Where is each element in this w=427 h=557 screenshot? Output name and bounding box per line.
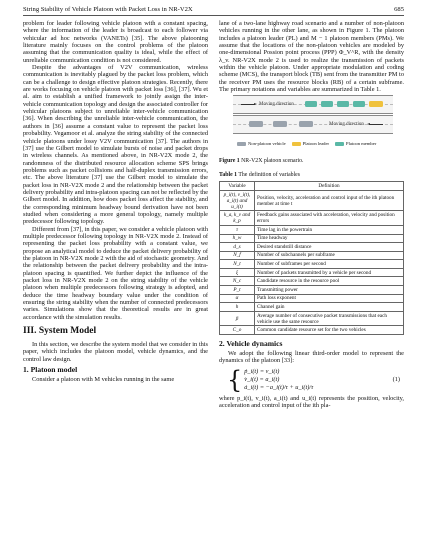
table-cell-variable: p_i(t), v_i(t), a_i(t) and u_i(t): [220, 190, 255, 211]
road-lane-upper: [233, 95, 393, 114]
arrow-right-icon: [241, 104, 255, 105]
right-column: [219, 20, 404, 409]
table-cell-variable: τ: [220, 225, 255, 234]
equation-number: (1): [392, 376, 400, 384]
legend-item-leader: Platoon leader: [292, 140, 329, 147]
equation-line: v̇_i(t) = a_i(t): [244, 375, 280, 383]
vehicle-dynamics-intro: We adopt the following linear third-order model to represent the dynamics of the platoon [33]:: [219, 350, 404, 365]
table-cell-variable: h: [220, 303, 255, 312]
platoon-leader-car: [369, 101, 383, 107]
table-body: [220, 190, 404, 334]
table-title-label: Table 1: [219, 171, 237, 178]
table-row: [220, 268, 404, 277]
figure-caption: [219, 158, 404, 165]
arrow-left-icon: [369, 124, 383, 125]
table-cell-definition: Time headway: [255, 234, 404, 243]
table-cell-definition: Number of subchannels per subframe: [255, 251, 404, 260]
left-column: [23, 20, 208, 383]
table-cell-definition: Feedback gains associated with acceleration, velocity and position errors: [255, 211, 404, 226]
subsection-heading-platoon-model: 1. Platoon model: [23, 365, 78, 375]
table-cell-variable: h_w: [220, 234, 255, 243]
subsection-heading-vehicle-dynamics: 2. Vehicle dynamics: [219, 339, 283, 349]
table-cell-variable: N_c: [220, 277, 255, 286]
table-cell-definition: Channel gain: [255, 303, 404, 312]
table-cell-definition: Average number of consecutive packet transmissions that each vehicle use the same resource: [255, 311, 404, 326]
table-row: [220, 260, 404, 269]
moving-direction-label-upper: Moving direction: [259, 102, 294, 108]
table-row: [220, 190, 404, 211]
table-cell-variable: C_o: [220, 326, 255, 335]
table-row: [220, 294, 404, 303]
table-cell-definition: Common candidate resource set for the two vehicles: [255, 326, 404, 335]
table-row: [220, 303, 404, 312]
figure-1-platoon-scenario: [219, 95, 404, 155]
table-header-definition: Definition: [255, 182, 404, 191]
platoon-member-car: [305, 101, 317, 107]
running-header: [23, 4, 404, 14]
equation-brace: {: [227, 365, 243, 394]
table-cell-variable: ξ: [220, 268, 255, 277]
table-cell-definition: Position, velocity, acceleration and control input of the ith platoon member at time t: [255, 190, 404, 211]
table-cell-definition: Candidate resource in the resource pool: [255, 277, 404, 286]
non-platoon-car: [299, 121, 313, 127]
legend-swatch: [292, 142, 301, 146]
platoon-member-car: [337, 101, 349, 107]
legend-swatch: [335, 142, 344, 146]
legend-item-non-platoon: Non-platoon vehicle: [237, 140, 286, 147]
variables-table: [219, 181, 404, 335]
table-cell-variable: β: [220, 311, 255, 326]
equation-1: [227, 365, 404, 394]
header-rule: [23, 15, 404, 16]
table-title: [219, 172, 404, 179]
equation-lines: [244, 368, 313, 392]
table-cell-variable: k_a, k_v and k_p: [220, 211, 255, 226]
non-platoon-car: [273, 121, 287, 127]
table-row: [220, 243, 404, 252]
table-row: [220, 211, 404, 226]
platoon-member-car: [321, 101, 333, 107]
platoon-member-car: [353, 101, 365, 107]
intro-paragraph-2: Despite the advantages of V2V communication, wireless communication is inevitably plagued by the packet loss problem, which can be a challenge to design effective platoon strategies. Recently, there are works focusing on vehicle platoon with packet loss [36], [37]. Wu et al. aim to establish a unified framework to jointly assign the inter-vehicle communication topology and design the associated controller for vehicular platoons subject to unreliable inter-vehicle communication [36]. When describing the unreliable inter-vehicle communication, the authors in [36] assume a constant value to represent the packet loss probability. Vegamoor et al. analyze the string stability of the connected vehicle platoons under lossy V2V communication [37]. The authors in [37] use the Gilbert model to simulate bursts of noise and packet drops in wireless channels. As mentioned above, in NR-V2X mode 2, the randomness of the distributed resource allocation scheme SPS brings problems such as packet collisions and half-duplex transmission errors, etc. The above literature [37] use the Gilbert model to simulate the packet loss in NR-V2X mode 2 and the relationship between the packet delivery probability and intra-platoon spacing can not be reflected by the Gilbert model. In addition, how does packet loss affect the stability, and the corresponding minimum headway bound derivation have not been studied when considering a more general topology, namely multiple predecessor following topology.: [23, 64, 208, 226]
figure-legend: [237, 140, 376, 147]
table-cell-definition: Number of subframes per second: [255, 260, 404, 269]
table-cell-definition: Transmitting power: [255, 286, 404, 295]
running-title: String Stability of Vehicle Platoon with Packet Loss in NR-V2X: [23, 5, 193, 13]
table-cell-variable: N_t: [220, 260, 255, 269]
table-title-text: The definition of variables: [238, 171, 301, 178]
non-platoon-car: [249, 121, 263, 127]
intro-paragraph-1: problem for leader following vehicle platoon with a constant spacing, where the information of the leader is broadcast to each follower via vehicular ad hoc networks (VANETs) [35]. The above platooning literature mainly focuses on the control problems of the platoon assuming that the communication quality is ideal, while the effect of unreliable communication condition is not considered.: [23, 20, 208, 64]
table-cell-variable: N_f: [220, 251, 255, 260]
table-header-variable: Variable: [220, 182, 255, 191]
moving-direction-label-lower: Moving direction: [329, 122, 364, 128]
table-row: [220, 225, 404, 234]
figure-caption-label: Figure 1: [219, 158, 240, 165]
platoon-model-text: Consider a platoon with M vehicles running in the same: [32, 376, 175, 384]
page-number: 685: [394, 5, 404, 13]
table-cell-definition: Path loss exponent: [255, 294, 404, 303]
equation-line: ṗ_i(t) = v_i(t): [244, 367, 280, 375]
figure-caption-text: NR-V2X platoon scenario.: [241, 158, 304, 165]
table-cell-definition: Time lag in the powertrain: [255, 225, 404, 234]
table-row: [220, 277, 404, 286]
table-header-row: [220, 182, 404, 191]
table-cell-definition: Number of packets transmitted by a vehicle per second: [255, 268, 404, 277]
road-lane-lower: [233, 115, 393, 134]
table-row: [220, 326, 404, 335]
table-cell-variable: d_s: [220, 243, 255, 252]
intro-paragraph-3: Different from [37], in this paper, we consider a vehicle platoon with multiple predecessor following topology in NR-V2X mode 2. Instead of representing the packet loss probability with a constant value, we propose an analytical model to deduce the packet delivery probability of the platoon in NR-V2X mode 2 with the aid of stochastic geometry. And the relationship between the packet delivery probability and the intra-platoon spacing is quantified. We further depict the influence of the packet loss in NR-V2X mode 2 on the string stability of the vehicle platoon when multiple predecessors following strategy is adopted, and deduce the time headway boundary value under the condition of ensuring the string stability when the number of connected predecessors varies. Simulations show that the theoretical results are in great accordance with the simulation results.: [23, 225, 208, 321]
table-cell-definition: Desired standstill distance: [255, 243, 404, 252]
closing-text: where p_i(t), v_i(t), a_i(t) and u_i(t) represents the position, velocity, acceleration and control input of the ith pla-: [219, 394, 404, 410]
section-heading: III. System Model: [23, 326, 97, 337]
equation-line: ȧ_i(t) = −a_i(t)/τ + u_i(t)/τ: [244, 383, 314, 391]
table-cell-variable: P_t: [220, 286, 255, 295]
table-row: [220, 251, 404, 260]
legend-swatch: [237, 142, 246, 146]
legend-item-member: Platoon member: [335, 140, 376, 147]
table-row: [220, 311, 404, 326]
platoon-paragraph: lane of a two-lane highway road scenario and a number of non-platoon vehicles running in the other lane, as shown in Figure 1. The platoon includes a platoon leader (PL) and M − 1 platoon members (PMs). We assume that the locations of the non-platoon vehicles are modeled by one-dimensional Possion point process (PPP) Φ_V^R, with the density λ_v. NR-V2X mode 2 is used to realize the transmission of packets within the vehicle platoon. Under appropriate modulation and coding scheme (MCS), the transport block (TB) sent from the transmitter PM to the receiver PM uses the resource blocks (RB) of a certain subframe. The primary notations and variables are summarized in Table 1.: [219, 20, 404, 94]
table-row: [220, 234, 404, 243]
table-cell-variable: α: [220, 294, 255, 303]
table-row: [220, 286, 404, 295]
section-intro: In this section, we describe the system model that we consider in this paper, which includes the platoon model, vehicle dynamics, and the control law design.: [23, 341, 208, 363]
